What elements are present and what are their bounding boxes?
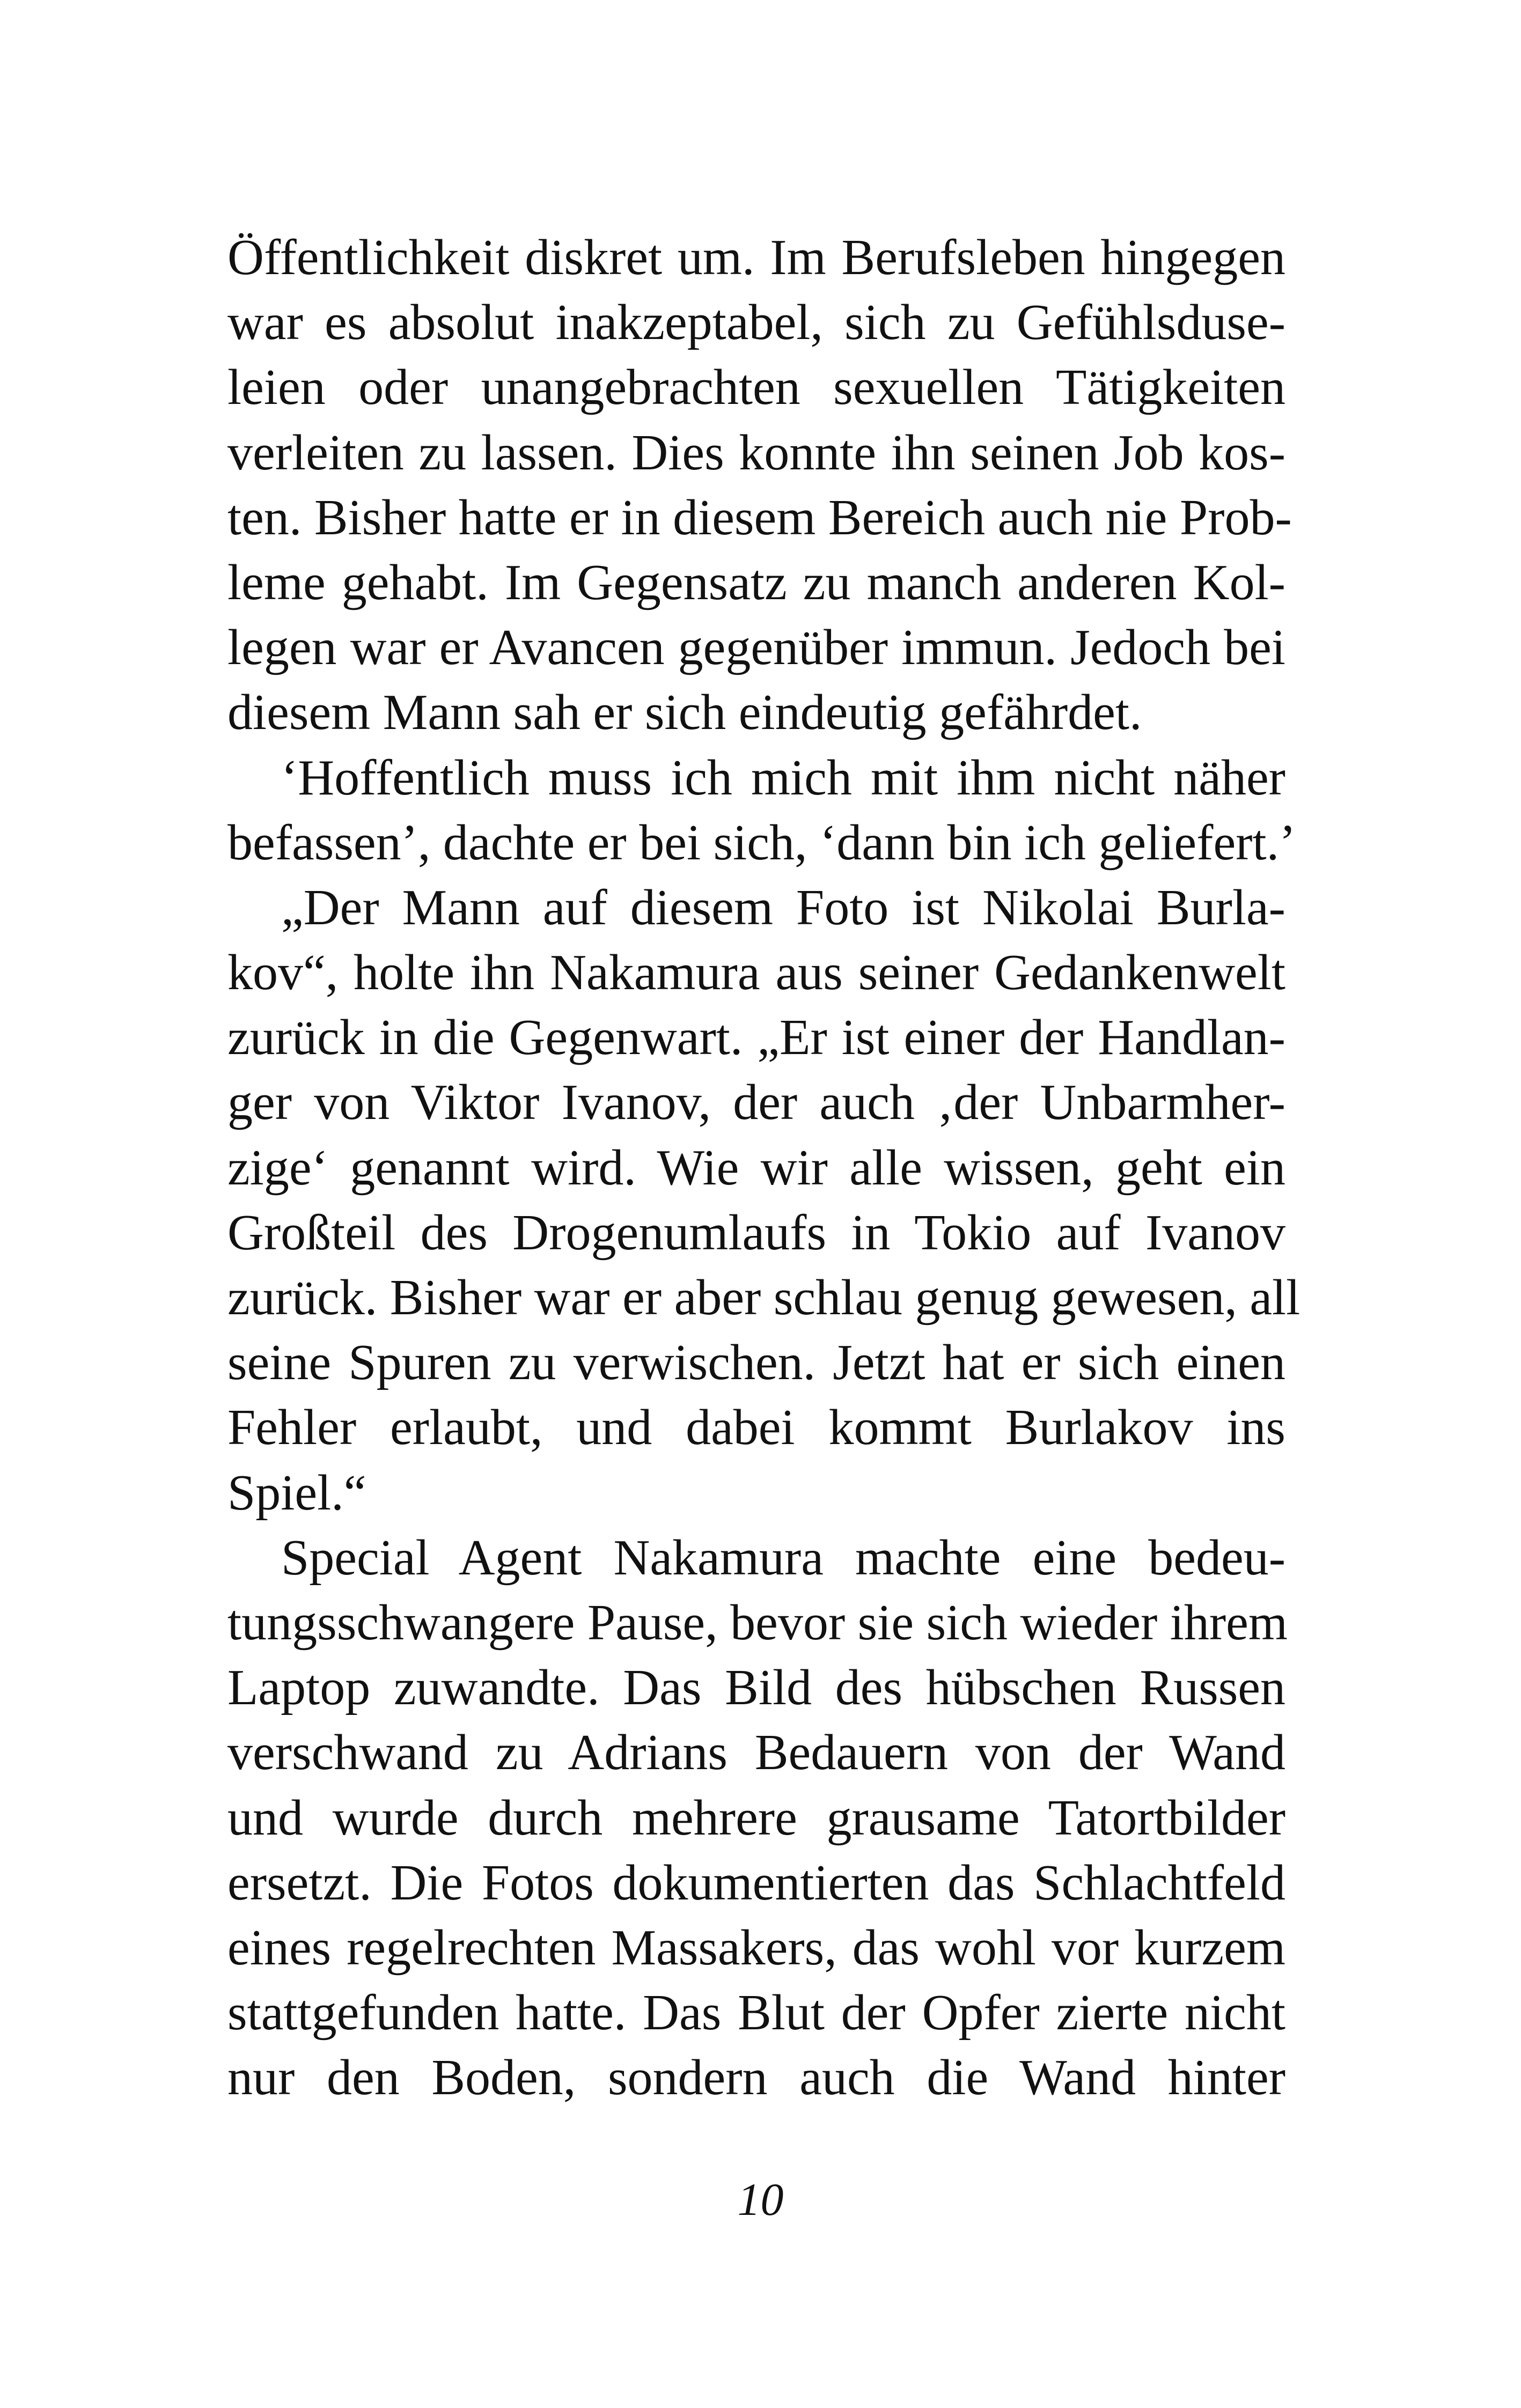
text-line: ersetzt. Die Fotos dokumentierten das Schlachtfeld xyxy=(227,1854,1285,1911)
text-line: eines regelrechten Massakers, das wohl vor kurzem xyxy=(227,1919,1285,1976)
text-line: ger von Viktor Ivanov, der auch ‚der Unbarmher- xyxy=(227,1074,1285,1131)
text-line: legen war er Avancen gegenüber immun. Jedoch bei xyxy=(227,620,1285,676)
text-line: verleiten zu lassen. Dies konnte ihn seinen Job kos- xyxy=(227,424,1285,481)
text-line: kov“, holte ihn Nakamura aus seiner Gedankenwelt xyxy=(227,945,1285,1001)
text-line: Großteil des Drogenumlaufs in Tokio auf Ivanov xyxy=(227,1204,1285,1261)
text-line: zurück. Bisher war er aber schlau genug gewesen, all xyxy=(227,1270,1300,1325)
text-line: Laptop zuwandte. Das Bild des hübschen Russen xyxy=(227,1660,1285,1716)
body-text xyxy=(227,225,1300,2110)
text-line: „Der Mann auf diesem Foto ist Nikolai Burla- xyxy=(281,879,1285,936)
text-line: war es absolut inakzeptabel, sich zu Gefühlsduse- xyxy=(227,294,1285,351)
text-line: zige‘ genannt wird. Wie wir alle wissen, geht ein xyxy=(227,1139,1285,1196)
text-line: diesem Mann sah er sich eindeutig gefährdet. xyxy=(227,684,1142,741)
text-line: ten. Bisher hatte er in diesem Bereich auch nie Prob- xyxy=(227,489,1292,546)
text-line: und wurde durch mehrere grausame Tatortbilder xyxy=(227,1790,1285,1846)
page-number: 10 xyxy=(737,2174,784,2225)
text-line: Öffentlichkeit diskret um. Im Berufsleben hingegen xyxy=(227,230,1285,285)
text-line: Special Agent Nakamura machte eine bedeu- xyxy=(281,1529,1285,1586)
text-line: zurück in die Gegenwart. „Er ist einer der Handlan- xyxy=(227,1010,1285,1066)
text-line: stattgefunden hatte. Das Blut der Opfer zierte nicht xyxy=(227,1985,1285,2041)
text-line: befassen’, dachte er bei sich, ‘dann bin ich geliefert.’ xyxy=(227,814,1296,871)
text-line: seine Spuren zu verwischen. Jetzt hat er sich einen xyxy=(227,1335,1285,1391)
text-line: ‘Hoffentlich muss ich mich mit ihm nicht näher xyxy=(281,749,1285,806)
text-line: leien oder unangebrachten sexuellen Tätigkeiten xyxy=(227,359,1285,416)
text-line: Spiel.“ xyxy=(227,1464,366,1521)
text-line: Fehler erlaubt, und dabei kommt Burlakov ins xyxy=(227,1400,1285,1456)
text-line: tungsschwangere Pause, bevor sie sich wieder ihrem xyxy=(227,1594,1288,1651)
text-line: nur den Boden, sondern auch die Wand hinter xyxy=(227,2050,1285,2106)
text-line: verschwand zu Adrians Bedauern von der Wand xyxy=(227,1725,1285,1781)
text-line: leme gehabt. Im Gegensatz zu manch anderen Kol- xyxy=(227,554,1285,610)
